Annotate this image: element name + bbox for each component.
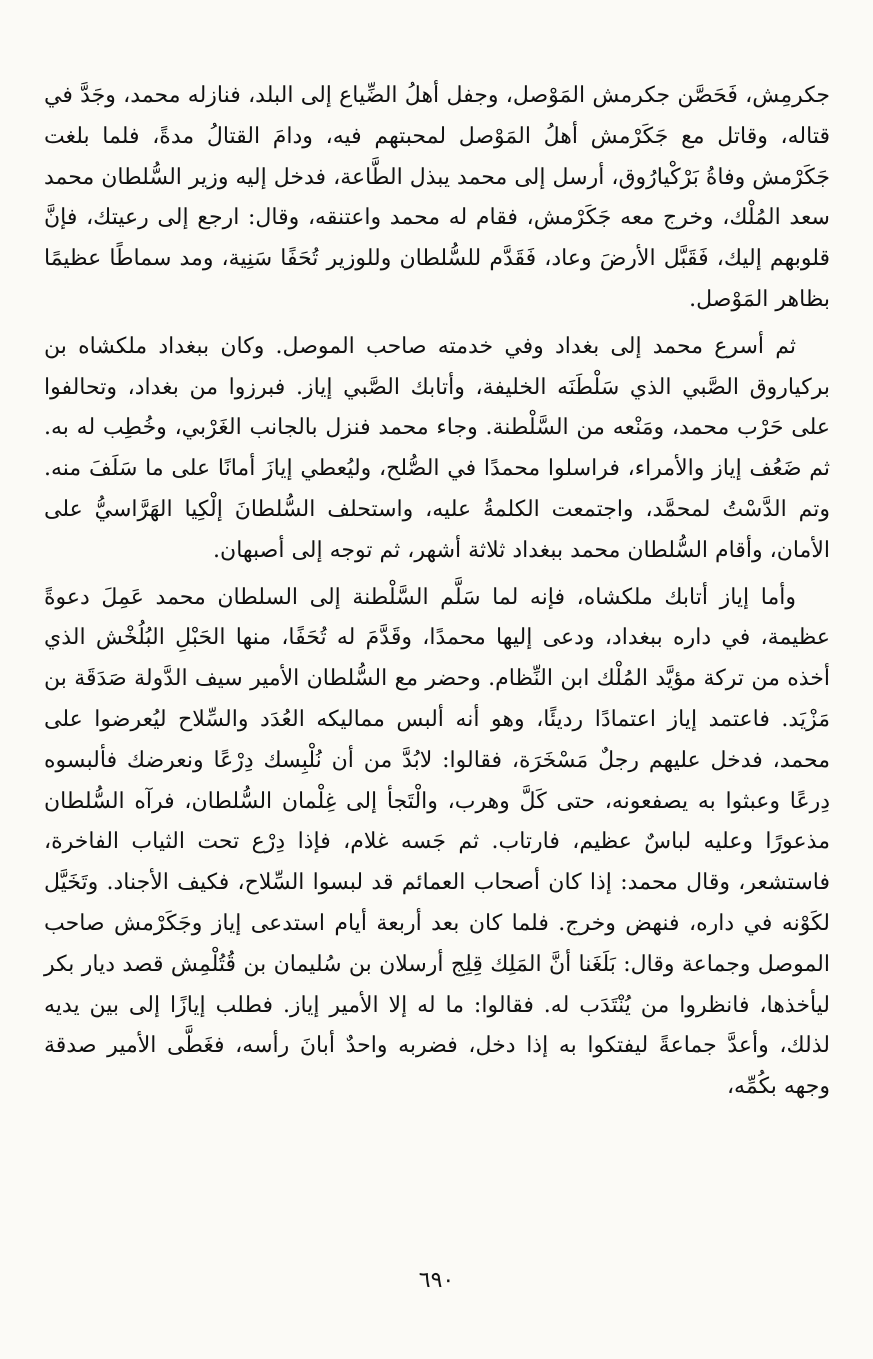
paragraph-1: جكرمِش، فَحَصَّن جكرمش المَوْصل، وجفل أهلُ الضِّياع إلى البلد، فنازله محمد، وجَدَّ في قتاله، وقاتل مع جَكَرْمش أهلُ المَوْصل لمحبتهم فيه، ودامَ القتالُ مدةً، فلما بلغت جَكَرْمش وفاةُ بَرْكْيارُوق، أرسل إلى محمد يبذل الطَّاعة، فدخل إليه وزير السُّلطان محمد سعد المُلْك، وخرج معه جَكَرْمش، فقام له محمد واعتنقه، وقال: ارجع إلى رعيتك، فإنَّ قلوبهم إليك، فَقَبَّل الأرضَ وعاد، فَقَدَّم للسُّلطان وللوزير تُحَفًا سَنِية، ومد سماطًا عظيمًا بظاهر المَوْصل. (44, 83, 830, 312)
body-text (44, 76, 830, 1114)
paragraph-2: ثم أسرع محمد إلى بغداد وفي خدمته صاحب الموصل. وكان ببغداد ملكشاه بن بركياروق الصَّبي الذي سَلْطَنَه الخليفة، وأتابك الصَّبي إياز. فبرزوا من بغداد، وتحالفوا على حَرْب محمد، ومَنْعه من السَّلْطنة. وجاء محمد فنزل بالجانب الغَرْبي، وخُطِب له به. ثم ضَعُف إياز والأمراء، فراسلوا محمدًا في الصُّلح، وليُعطي إيازَ أمانًا على ما سَلَفَ منه. وتم الدَّسْتُ لمحمَّد، واجتمعت الكلمةُ عليه، واستحلف السُّلطانَ إلْكِيا الهَرَّاسيُّ على الأمان، وأقام السُّلطان محمد ببغداد ثلاثة أشهر، ثم توجه إلى أصبهان. (44, 333, 830, 563)
page-number: ٦٩٠ (418, 1268, 455, 1293)
paragraph-3: وأما إياز أتابك ملكشاه، فإنه لما سَلَّم السَّلْطنة إلى السلطان محمد عَمِلَ دعوةً عظيمة، في داره ببغداد، ودعى إليها محمدًا، وقَدَّمَ له تُحَفًا، منها الحَبْلِ البُلُخْش الذي أخذه من تركة مؤيَّد المُلْك ابن النِّظام. وحضر مع السُّلطان الأمير سيف الدَّولة صَدَقَة بن مَزْيَد. فاعتمد إياز اعتمادًا رديئًا، وهو أنه ألبس مماليكه العُدَد والسِّلاح ليُعرضوا على محمد، فدخل عليهم رجلٌ مَسْخَرَة، فقالوا: لابُدَّ من أن نُلْبِسك دِرْعًا ونعرضك فألبسوه دِرعًا وعبثوا به يصفعونه، حتى كَلَّ وهرب، والْتَجأ إلى غِلْمان السُّلطان، فرآه السُّلطان مذعورًا وعليه لباسٌ عظيم، فارتاب. ثم جَسه غلام، فإذا دِرْع تحت الثياب الفاخرة، فاستشعر، وقال محمد: إذا كان أصحاب العمائم قد لبسوا السِّلاح، فكيف الأجناد. وتَخَيَّل لكَوْنه في داره، فنهض وخرج. فلما كان بعد أربعة أيام استدعى إياز وجَكَرْمش صاحب الموصل وجماعة وقال: بَلَغَنا أنَّ المَلِك قِلِج أرسلان بن سُليمان بن قُتُلْمِش قصد ديار بكر ليأخذها، فانظروا من يُنْتَدَب له. فقالوا: ما له إلا الأمير إياز. فطلب إيازًا إلى بين يديه لذلك، وأعدَّ جماعةً ليفتكوا به إذا دخل، فضربه واحدٌ أبانَ رأسه، فغَطَّى الأمير صدقة وجهه بكُمِّه، (44, 584, 830, 1100)
